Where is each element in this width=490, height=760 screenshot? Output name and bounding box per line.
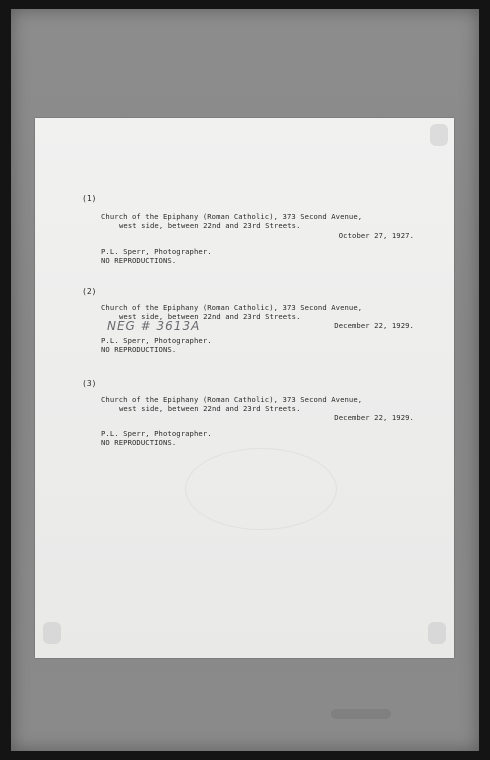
photographer-credit: P.L. Sperr, Photographer. bbox=[101, 247, 212, 256]
sheet-corner-mark bbox=[428, 622, 446, 644]
photographer-credit: P.L. Sperr, Photographer. bbox=[101, 336, 212, 345]
mount-smudge bbox=[331, 709, 391, 719]
entry-number: (1) bbox=[82, 194, 97, 203]
faint-stamp bbox=[185, 448, 337, 530]
sheet-corner-mark bbox=[430, 124, 448, 146]
entry-number: (3) bbox=[82, 379, 97, 388]
typed-caption-sheet bbox=[35, 118, 454, 658]
entry-number: (2) bbox=[82, 287, 97, 296]
entry-date: December 22, 1929. bbox=[334, 413, 414, 422]
entry-description-line2: west side, between 22nd and 23rd Streets. bbox=[119, 312, 301, 321]
entry-description-line1: Church of the Epiphany (Roman Catholic), 373 Second Avenue, bbox=[101, 212, 363, 221]
reproduction-note: NO REPRODUCTIONS. bbox=[101, 345, 177, 354]
entry-description-line1: Church of the Epiphany (Roman Catholic), 373 Second Avenue, bbox=[101, 303, 363, 312]
sheet-corner-mark bbox=[43, 622, 61, 644]
photographer-credit: P.L. Sperr, Photographer. bbox=[101, 429, 212, 438]
reproduction-note: NO REPRODUCTIONS. bbox=[101, 438, 177, 447]
entry-date: October 27, 1927. bbox=[338, 231, 414, 240]
entry-description-line2: west side, between 22nd and 23rd Streets. bbox=[119, 221, 301, 230]
entry-date: December 22, 1929. bbox=[334, 321, 414, 330]
entry-description-line1: Church of the Epiphany (Roman Catholic), 373 Second Avenue, bbox=[101, 395, 363, 404]
reproduction-note: NO REPRODUCTIONS. bbox=[101, 256, 177, 265]
entry-description-line2: west side, between 22nd and 23rd Streets. bbox=[119, 404, 301, 413]
handwritten-negative-number: NEG # 3613A bbox=[107, 319, 201, 333]
